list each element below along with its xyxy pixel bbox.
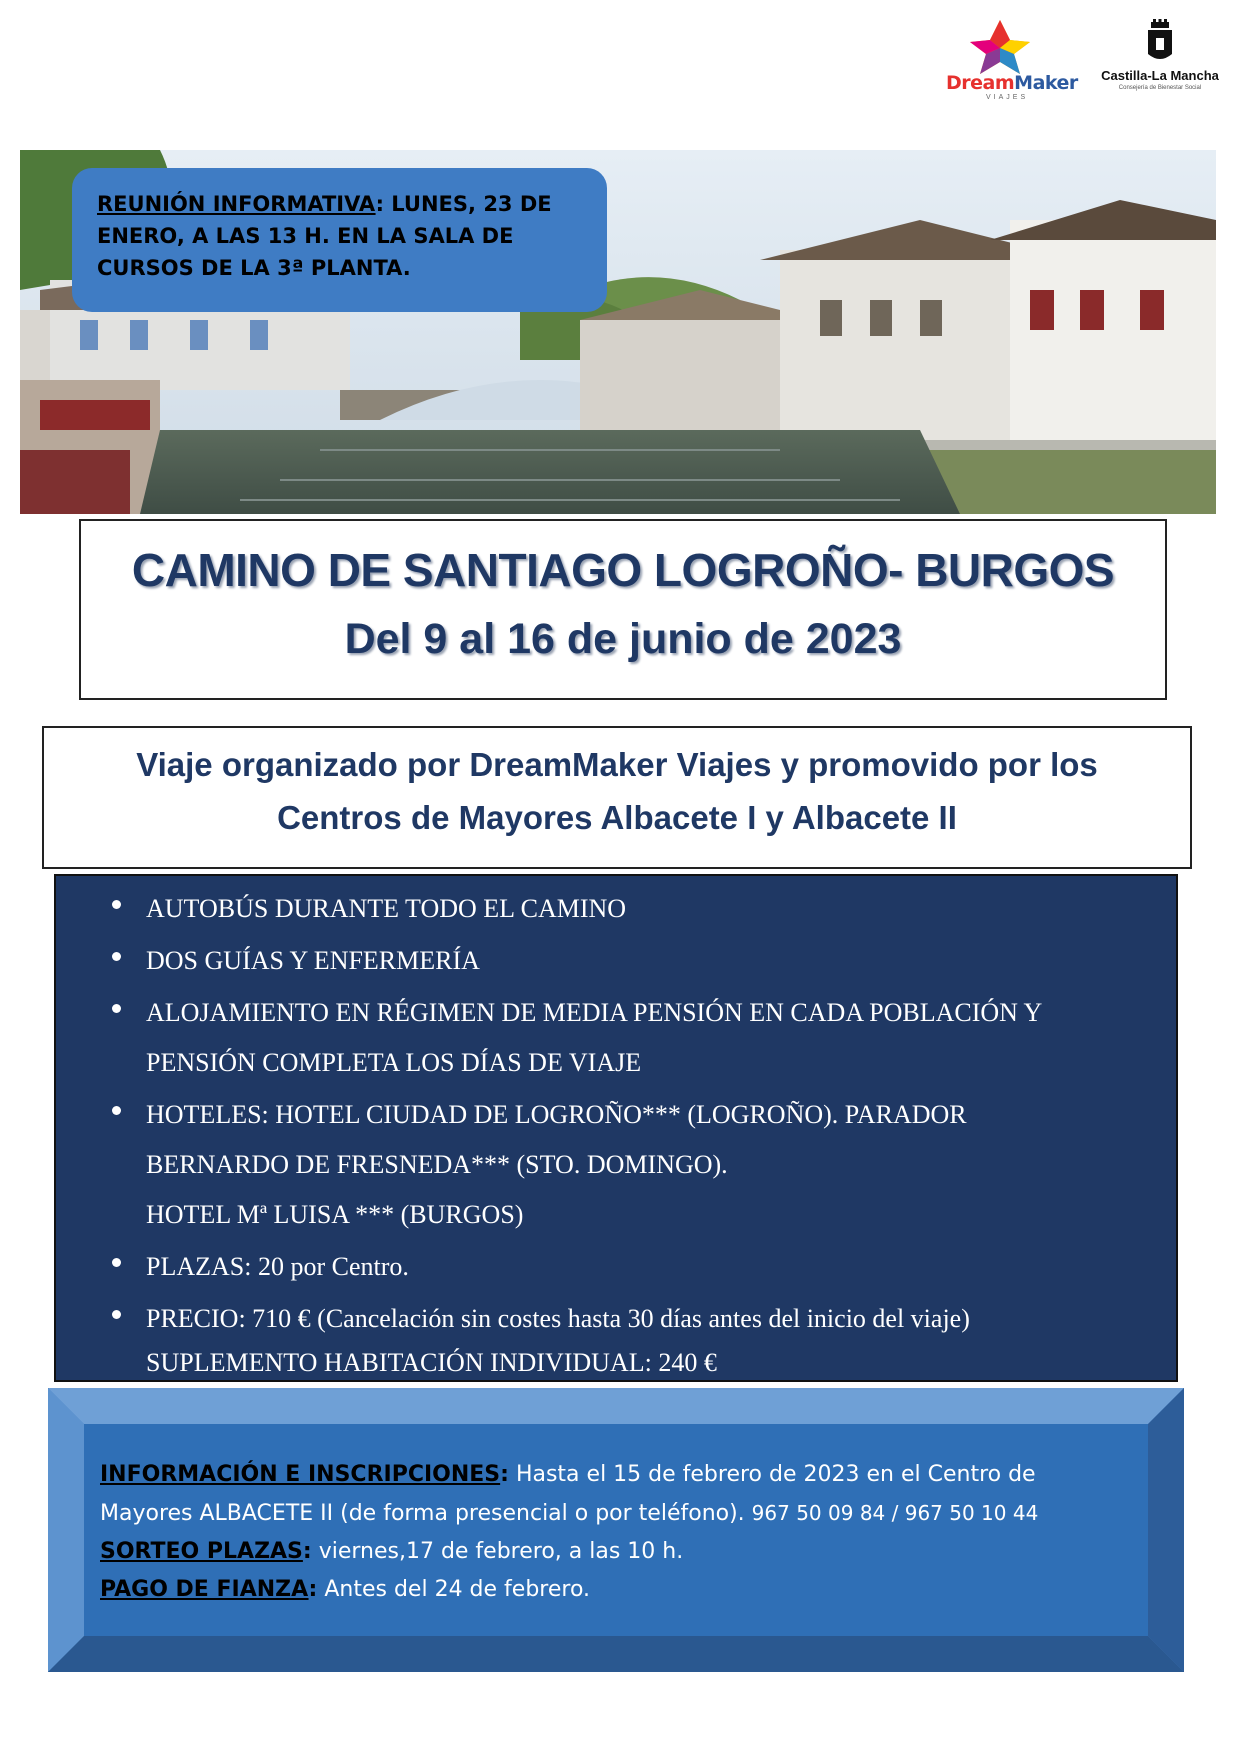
features-list: AUTOBÚS DURANTE TODO EL CAMINO DOS GUÍAS Y ENFERMERÍA ALOJAMIENTO EN RÉGIMEN DE MEDIA PENSIÓN EN CADA POBLACIÓN Y PENSIÓN COMPLETA LOS DÍAS DE VIAJE HOTELES: HOTEL CIUDAD DE LOGROÑO*** (LOGROÑO). PARADOR BERNARDO DE FRESNEDA*** (STO. DOMINGO). HOTEL Mª LUISA *** (BURGOS) PLAZAS: 20 por Centro. PRECIO: 710 € (Cancelación sin costes hasta 30 días antes del inicio del viaje) SUPLEMENTO HABITACIÓN INDIVIDUAL: 240 €: [54, 874, 1178, 1382]
inscripciones-label: INFORMACIÓN E INSCRIPCIONES: [100, 1462, 501, 1487]
organizer-box: [42, 726, 1192, 869]
title-box: [79, 519, 1167, 700]
dreammaker-logo: [930, 18, 1080, 102]
info-box: [48, 1388, 1184, 1672]
phone-numbers: 967 50 09 84 / 967 50 10 44: [751, 1501, 1039, 1525]
fianza-label: PAGO DE FIANZA: [100, 1577, 309, 1602]
meeting-text: LUNES, 23 DE ENERO, A LAS 13 H. EN LA SALA DE CURSOS DE LA 3ª PLANTA.: [97, 192, 552, 280]
clm-wordmark: Castilla-La Mancha: [1101, 68, 1219, 83]
bullet-icon: [112, 900, 121, 909]
sorteo-label: SORTEO PLAZAS: [100, 1539, 303, 1564]
meeting-notice: [72, 168, 607, 312]
castle-crest-icon: [1100, 18, 1220, 66]
inscripciones-line-2: Mayores ALBACETE II (de forma presencial o por teléfono). 967 50 09 84 / 967 50 10 44: [100, 1501, 1039, 1526]
meeting-colon: :: [375, 192, 384, 216]
bullet-icon: [112, 1258, 121, 1267]
dreammaker-subtitle: VIAJES: [986, 94, 1029, 101]
bullet-icon: [112, 1004, 121, 1013]
dreammaker-wordmark: DreamMaker: [946, 72, 1078, 94]
dreammaker-star-icon: [930, 18, 1080, 78]
trip-dates: Del 9 al 16 de junio de 2023: [344, 615, 902, 663]
bullet-icon: [112, 1106, 121, 1115]
sorteo-line: SORTEO PLAZAS: viernes,17 de febrero, a las 10 h.: [100, 1539, 684, 1564]
meeting-label: REUNIÓN INFORMATIVA: [97, 192, 376, 216]
inscripciones-line-1: INFORMACIÓN E INSCRIPCIONES: Hasta el 15 de febrero de 2023 en el Centro de: [100, 1462, 1036, 1487]
castilla-la-mancha-logo: [1100, 18, 1240, 102]
clm-subtitle: Consejería de Bienestar Social: [1118, 85, 1202, 91]
fianza-line: PAGO DE FIANZA: Antes del 24 de febrero.: [100, 1577, 591, 1602]
organizer-line-1: Viaje organizado por DreamMaker Viajes y promovido por los: [136, 746, 1098, 783]
organizer-line-2: Centros de Mayores Albacete I y Albacete II: [277, 799, 957, 836]
bullet-icon: [112, 952, 121, 961]
info-content: [100, 1456, 1140, 1609]
bullet-icon: [112, 1310, 121, 1319]
page-title: CAMINO DE SANTIAGO LOGROÑO- BURGOS: [131, 544, 1115, 596]
